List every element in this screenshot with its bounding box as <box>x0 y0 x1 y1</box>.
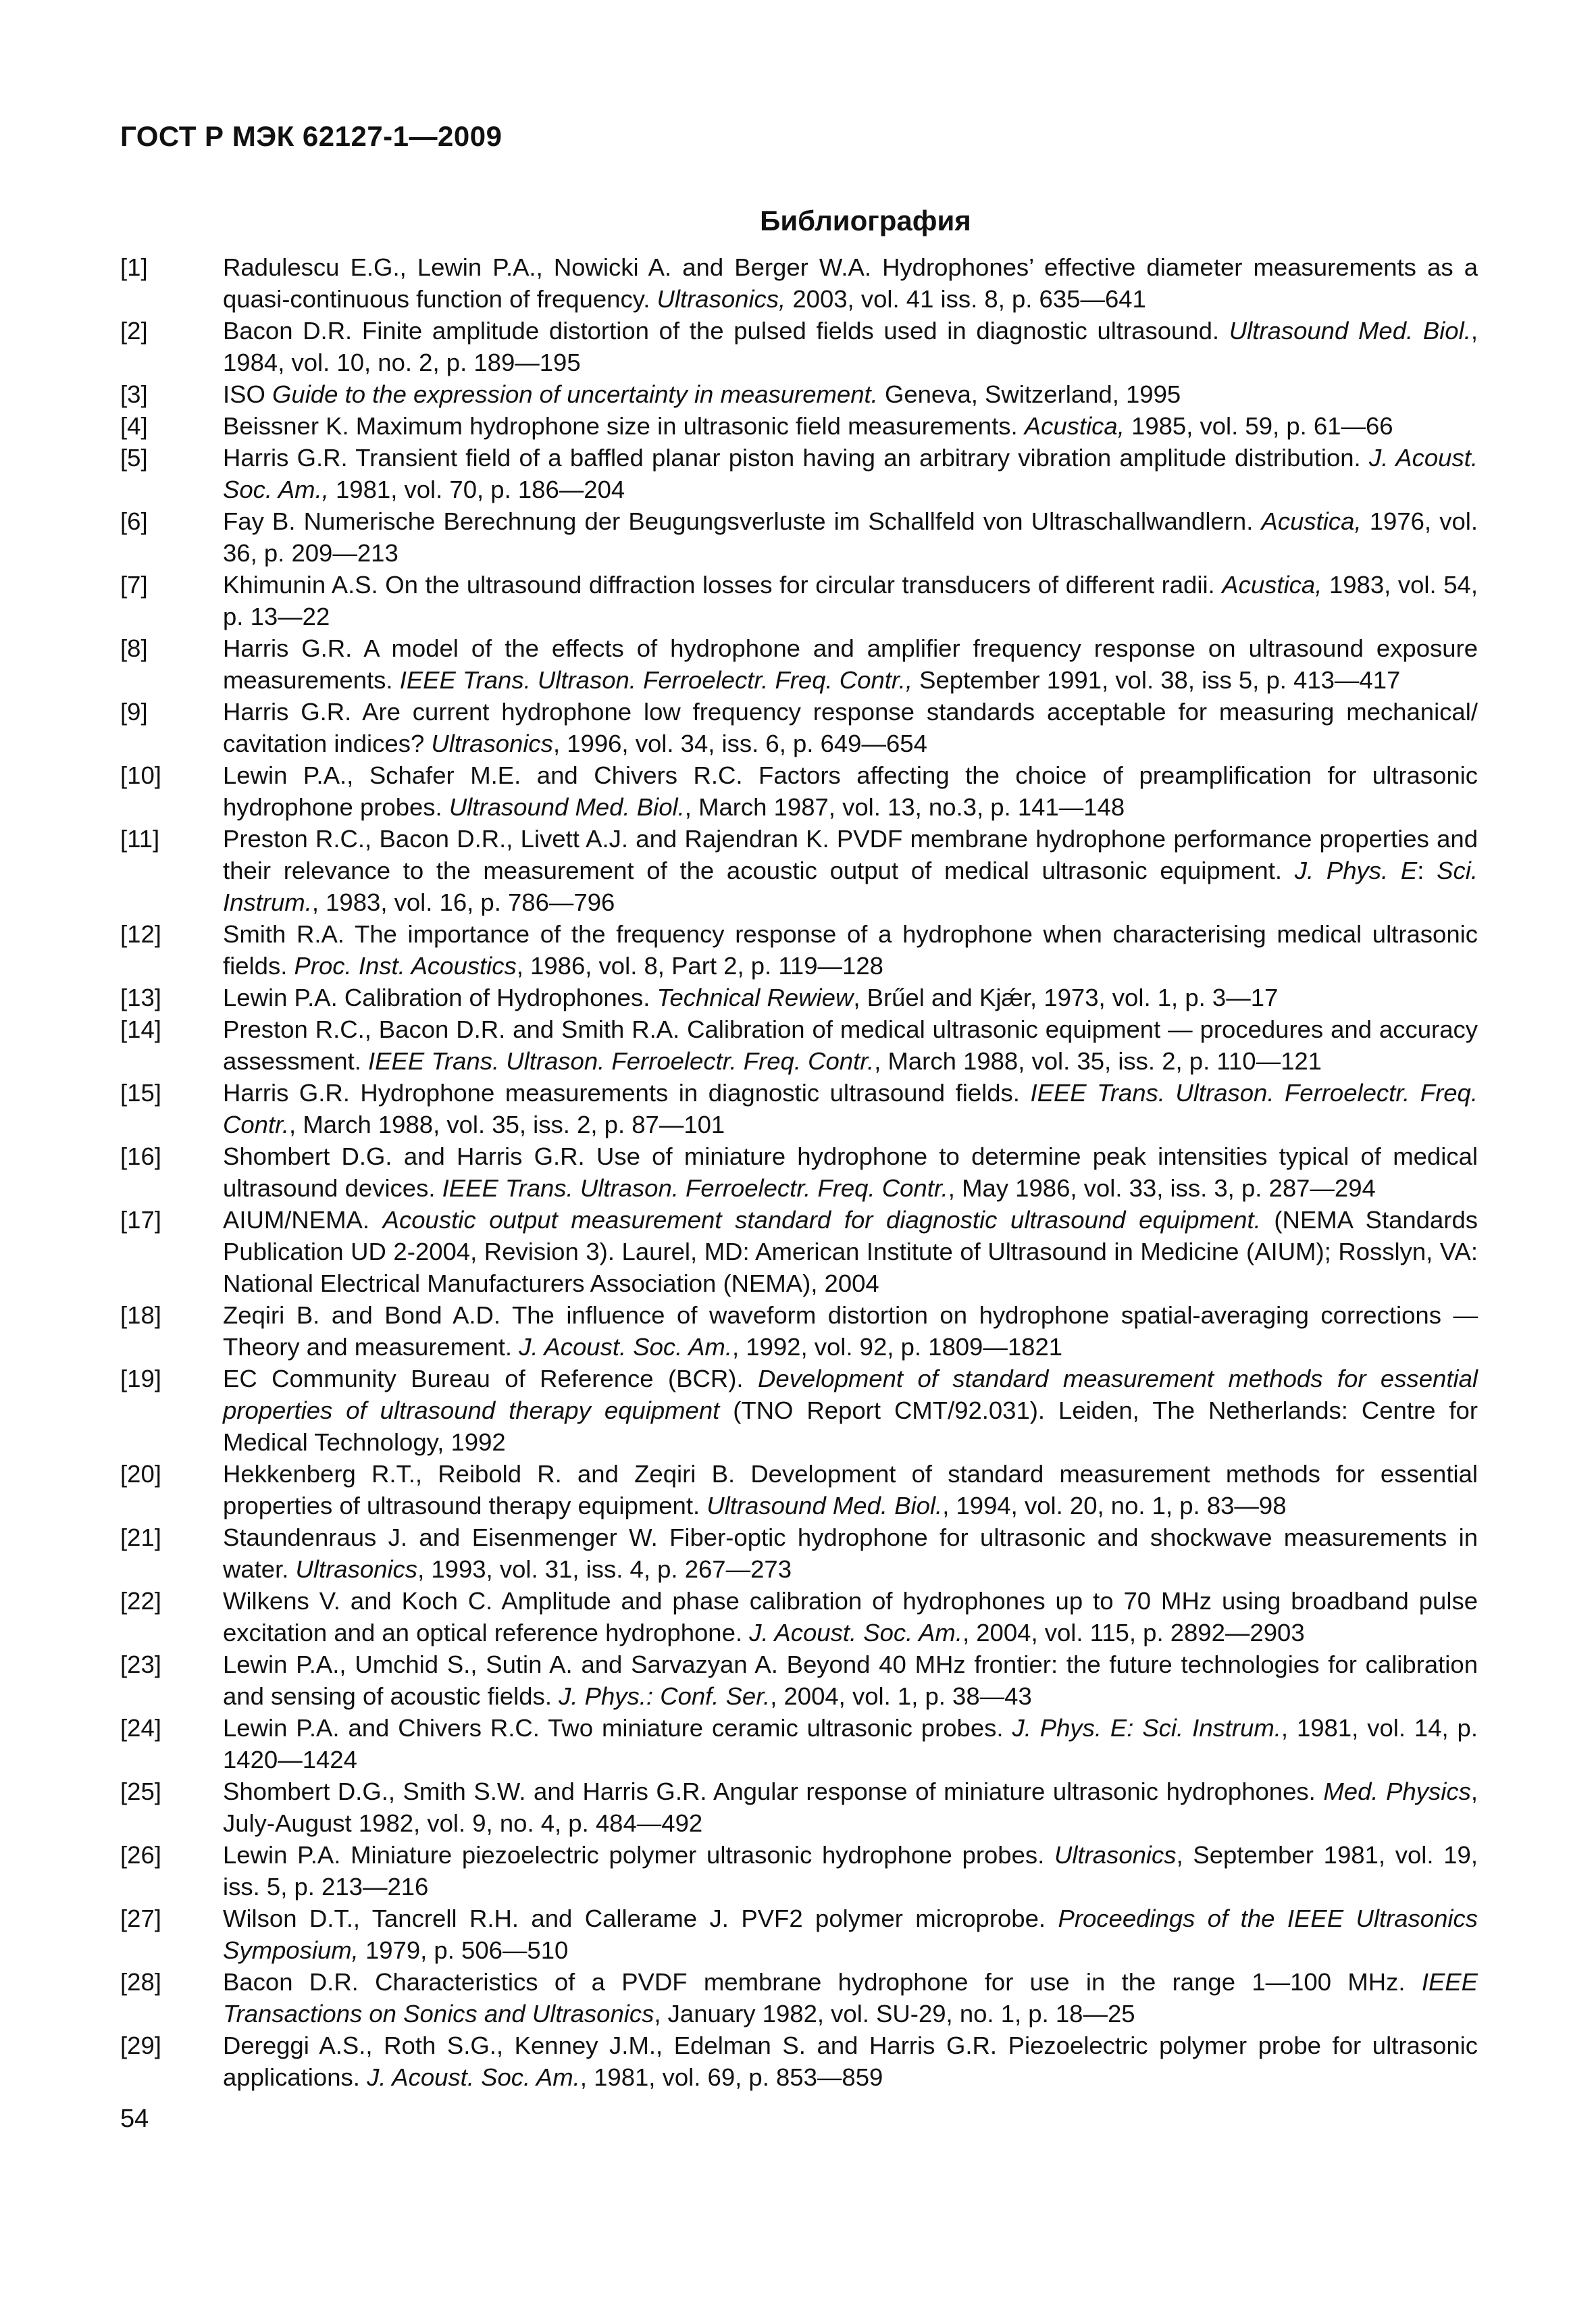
reference-number: [13] <box>120 984 161 1011</box>
reference-text-run: Wilson D.T., Tancrell R.H. and Callerame J. PVF2 polymer microprobe. <box>223 1905 1058 1932</box>
reference-item <box>120 378 1478 410</box>
reference-number: [23] <box>120 1651 161 1678</box>
reference-item <box>120 1363 1478 1458</box>
reference-number: [11] <box>120 825 160 853</box>
reference-text <box>223 1140 1478 1204</box>
reference-source-italic: Acustica, <box>1261 507 1362 535</box>
reference-text <box>223 1712 1478 1776</box>
reference-item <box>120 1839 1478 1903</box>
reference-item <box>120 918 1478 982</box>
reference-text <box>223 442 1478 505</box>
reference-text-run: , March 1987, vol. 13, no.3, p. 141—148 <box>684 793 1125 821</box>
reference-number: [5] <box>120 444 148 472</box>
reference-text-run: 2003, vol. 41 iss. 8, p. 635—641 <box>786 285 1146 313</box>
reference-text <box>223 378 1478 410</box>
reference-text-run: Lewin P.A. and Chivers R.C. Two miniature ceramic ultrasonic probes. <box>223 1714 1012 1742</box>
reference-text-run: Wilkens V. and Koch C. Amplitude and phase calibration of hydrophones up to 70 MHz using broadband pulse excitation and an optical reference hydrophone. <box>223 1587 1478 1646</box>
reference-source-italic: IEEE Trans. Ultrason. Ferroelectr. Freq. Contr., <box>399 666 912 694</box>
reference-text <box>223 1903 1478 1966</box>
reference-item <box>120 823 1478 918</box>
reference-number: [29] <box>120 2032 161 2059</box>
reference-text-run: Lewin P.A., Umchid S., Sutin A. and Sarvazyan A. Beyond 40 MHz frontier: the future technologies for calibration and sensing of acoustic fields. <box>223 1651 1478 1710</box>
reference-text-run: , 1994, vol. 20, no. 1, p. 83—98 <box>942 1492 1287 1519</box>
reference-text-run: Zeqiri B. and Bond A.D. The influence of waveform distortion on hydrophone spatial-averaging corrections — Theory and measurement. <box>223 1301 1478 1361</box>
reference-text-run: , 1981, vol. 69, p. 853—859 <box>580 2063 883 2091</box>
reference-text-run: , Brűel and Kjǽr, 1973, vol. 1, p. 3—17 <box>853 984 1279 1011</box>
reference-item <box>120 1140 1478 1204</box>
reference-text-run: AIUM/NEMA. <box>223 1206 383 1234</box>
reference-source-italic: Ultrasonics <box>1054 1841 1177 1869</box>
reference-text-run: EC Community Bureau of Reference (BCR). <box>223 1365 758 1392</box>
document-code-header: ГОСТ Р МЭК 62127-1—2009 <box>120 120 503 152</box>
reference-source-italic: Ultrasonics <box>431 730 553 757</box>
reference-text-run: 1981, vol. 70, p. 186—204 <box>328 476 625 503</box>
reference-text-run: Dereggi A.S., Roth S.G., Kenney J.M., Edelman S. and Harris G.R. Piezoelectric polymer probe for ultrasonic applications. <box>223 2032 1478 2091</box>
reference-number: [4] <box>120 412 148 440</box>
reference-text-run: Beissner K. Maximum hydrophone size in ultrasonic field measurements. <box>223 412 1025 440</box>
reference-item <box>120 1903 1478 1966</box>
reference-number: [25] <box>120 1778 161 1805</box>
reference-item <box>120 505 1478 569</box>
reference-source-italic: J. Phys. E <box>1294 857 1418 884</box>
reference-number: [10] <box>120 761 161 789</box>
reference-text <box>223 1077 1478 1140</box>
reference-text-run: , May 1986, vol. 33, iss. 3, p. 287—294 <box>948 1174 1376 1202</box>
reference-item <box>120 1521 1478 1585</box>
reference-text <box>223 1585 1478 1649</box>
reference-number: [19] <box>120 1365 161 1392</box>
reference-text-run: 1983, vol. 54, p. 13—22 <box>223 571 1478 630</box>
reference-text-run: Fay B. Numerische Berechnung der Beugungsverluste im Schallfeld von Ultraschallwandlern. <box>223 507 1262 535</box>
reference-item <box>120 442 1478 505</box>
reference-text-run: Bacon D.R. Finite amplitude distortion of the pulsed fields used in diagnostic ultrasound. <box>223 317 1229 345</box>
reference-text <box>223 1966 1478 2030</box>
reference-text-run: (NEMA Standards Publication UD 2-2004, Revision 3). Laurel, MD: American Institute of Ultrasound in Medicine (AIUM); Rosslyn, VA: National Electrical Manufacturers Association (NEMA), 2004 <box>223 1206 1478 1297</box>
reference-text <box>223 2030 1478 2093</box>
reference-number: [3] <box>120 380 148 408</box>
reference-text-run: ISO <box>223 380 273 408</box>
reference-text <box>223 918 1478 982</box>
reference-number: [12] <box>120 920 161 948</box>
reference-text-run: Bacon D.R. Characteristics of a PVDF membrane hydrophone for use in the range 1—100 MHz. <box>223 1968 1422 1996</box>
reference-number: [24] <box>120 1714 161 1742</box>
bibliography-title: Библиография <box>760 205 971 236</box>
reference-number: [26] <box>120 1841 161 1869</box>
reference-item <box>120 251 1478 315</box>
reference-text-run: , 2004, vol. 115, p. 2892—2903 <box>962 1619 1305 1646</box>
reference-number: [16] <box>120 1142 161 1170</box>
reference-source-italic: IEEE Trans. Ultrason. Ferroelectr. Freq. Contr. <box>368 1047 875 1075</box>
reference-item <box>120 759 1478 823</box>
reference-text-run: Hekkenberg R.T., Reibold R. and Zeqiri B. Development of standard measurement methods for essential properties of ultrasound therapy equipment. <box>223 1460 1478 1519</box>
reference-text-run: , March 1988, vol. 35, iss. 2, p. 110—121 <box>874 1047 1322 1075</box>
reference-source-italic: Med. Physics <box>1323 1778 1471 1805</box>
reference-text-run: Harris G.R. Are current hydrophone low frequency response standards acceptable for measuring mechanical/ cavitation indices? <box>223 698 1478 757</box>
reference-item <box>120 1966 1478 2030</box>
page-number: 54 <box>120 2105 149 2133</box>
reference-text-run: Harris G.R. Hydrophone measurements in diagnostic ultrasound fields. <box>223 1079 1031 1107</box>
bibliography-list <box>120 251 1478 2093</box>
reference-text <box>223 410 1478 442</box>
reference-text <box>223 759 1478 823</box>
reference-text-run: 1985, vol. 59, p. 61—66 <box>1124 412 1393 440</box>
reference-text <box>223 1204 1478 1299</box>
reference-item <box>120 696 1478 759</box>
reference-text-run: , 1996, vol. 34, iss. 6, p. 649—654 <box>552 730 927 757</box>
reference-source-italic: Technical Rewiew <box>657 984 854 1011</box>
reference-text-run: Radulescu E.G., Lewin P.A., Nowicki A. and Berger W.A. Hydrophones’ effective diameter measurements as a quasi-continuous function of frequency. <box>223 253 1478 313</box>
reference-number: [9] <box>120 698 148 726</box>
reference-text <box>223 1363 1478 1458</box>
reference-number: [2] <box>120 317 148 345</box>
reference-source-italic: Ultrasonics <box>295 1555 418 1583</box>
reference-source-italic: J. Acoust. Soc. Am. <box>367 2063 580 2091</box>
reference-text <box>223 632 1478 696</box>
reference-item <box>120 1649 1478 1712</box>
reference-text-run: Lewin P.A. Calibration of Hydrophones. <box>223 984 657 1011</box>
reference-text-run: , January 1982, vol. SU-29, no. 1, p. 18—25 <box>654 2000 1135 2028</box>
reference-text <box>223 251 1478 315</box>
reference-source-italic: Development of standard measurement methods for essential properties of ultrasound therapy equipment <box>223 1365 1478 1424</box>
reference-source-italic: J. Phys. E: Sci. Instrum. <box>1012 1714 1281 1742</box>
reference-text-run: Khimunin A.S. On the ultrasound diffraction losses for circular transducers of different radii. <box>223 571 1222 599</box>
reference-number: [22] <box>120 1587 161 1615</box>
reference-number: [15] <box>120 1079 161 1107</box>
reference-source-italic: Ultrasonics, <box>657 285 786 313</box>
reference-text-run: Harris G.R. A model of the effects of hydrophone and amplifier frequency response on ultrasound exposure measurements. <box>223 634 1478 694</box>
reference-text <box>223 1521 1478 1585</box>
reference-number: [28] <box>120 1968 161 1996</box>
reference-text <box>223 696 1478 759</box>
reference-source-italic: Ultrasound Med. Biol. <box>1229 317 1471 345</box>
reference-text-run: , 1981, vol. 14, p. 1420—1424 <box>223 1714 1478 1774</box>
reference-number: [27] <box>120 1905 161 1932</box>
reference-source-italic: J. Acoust. Soc. Am. <box>519 1333 732 1361</box>
reference-text-run: , 1986, vol. 8, Part 2, p. 119—128 <box>516 952 883 980</box>
reference-source-italic: Ultrasound Med. Biol. <box>706 1492 943 1519</box>
reference-number: [21] <box>120 1524 161 1551</box>
reference-source-italic: J. Phys.: Conf. Ser. <box>559 1682 771 1710</box>
reference-text-run: : <box>1417 857 1437 884</box>
reference-item <box>120 632 1478 696</box>
reference-item <box>120 1204 1478 1299</box>
reference-text-run: Preston R.C., Bacon D.R. and Smith R.A. Calibration of medical ultrasonic equipment — procedures and accuracy assessment. <box>223 1015 1478 1075</box>
reference-source-italic: Guide to the expression of uncertainty in measurement. <box>272 380 878 408</box>
reference-number: [17] <box>120 1206 161 1234</box>
reference-text-run: , 1993, vol. 31, iss. 4, p. 267—273 <box>417 1555 792 1583</box>
reference-text-run: , July-August 1982, vol. 9, no. 4, p. 484—492 <box>223 1778 1478 1837</box>
reference-text <box>223 1776 1478 1839</box>
reference-item <box>120 1458 1478 1521</box>
reference-text-run: Shombert D.G., Smith S.W. and Harris G.R. Angular response of miniature ultrasonic hydrophones. <box>223 1778 1324 1805</box>
reference-source-italic: J. Acoust. Soc. Am., <box>223 444 1478 503</box>
reference-text-run: (TNO Report CMT/92.031). Leiden, The Netherlands: Centre for Medical Technology, 1992 <box>223 1397 1478 1456</box>
reference-text-run: , March 1988, vol. 35, iss. 2, p. 87—101 <box>289 1111 725 1138</box>
reference-text-run: Smith R.A. The importance of the frequency response of a hydrophone when characterising medical ultrasonic fields. <box>223 920 1478 980</box>
reference-text <box>223 1013 1478 1077</box>
reference-text <box>223 505 1478 569</box>
reference-text-run: 1979, p. 506—510 <box>358 1936 569 1964</box>
reference-source-italic: IEEE Transactions on Sonics and Ultrasonics <box>223 1968 1478 2028</box>
reference-item <box>120 1585 1478 1649</box>
reference-text-run: , 1984, vol. 10, no. 2, p. 189—195 <box>223 317 1478 376</box>
reference-text-run: Lewin P.A. Miniature piezoelectric polymer ultrasonic hydrophone probes. <box>223 1841 1054 1869</box>
reference-text-run: Geneva, Switzerland, 1995 <box>877 380 1181 408</box>
reference-source-italic: Proceedings of the IEEE Ultrasonics Symposium, <box>223 1905 1478 1964</box>
reference-text-run: , 2004, vol. 1, p. 38—43 <box>770 1682 1032 1710</box>
reference-item <box>120 410 1478 442</box>
reference-text <box>223 823 1478 918</box>
reference-text-run: Preston R.C., Bacon D.R., Livett A.J. and Rajendran K. PVDF membrane hydrophone performance properties and their relevance to the measurement of the acoustic output of medical ultrasonic equipment. <box>223 825 1478 884</box>
reference-source-italic: IEEE Trans. Ultrason. Ferroelectr. Freq. Contr. <box>223 1079 1478 1138</box>
reference-text <box>223 569 1478 632</box>
reference-text-run: Shombert D.G. and Harris G.R. Use of miniature hydrophone to determine peak intensities typical of medical ultrasound devices. <box>223 1142 1478 1202</box>
reference-number: [14] <box>120 1015 161 1043</box>
reference-text-run: 1976, vol. 36, p. 209—213 <box>223 507 1478 567</box>
reference-item <box>120 1299 1478 1363</box>
reference-item <box>120 1013 1478 1077</box>
reference-number: [7] <box>120 571 148 599</box>
reference-source-italic: Sci. Instrum. <box>223 857 1478 916</box>
reference-item <box>120 569 1478 632</box>
reference-text-run: Lewin P.A., Schafer M.E. and Chivers R.C. Factors affecting the choice of preamplification for ultrasonic hydrophone probes. <box>223 761 1478 821</box>
reference-number: [18] <box>120 1301 161 1329</box>
reference-item <box>120 315 1478 378</box>
reference-item <box>120 2030 1478 2093</box>
reference-text-run: , 1983, vol. 16, p. 786—796 <box>311 888 615 916</box>
reference-text-run: Staundenraus J. and Eisenmenger W. Fiber-optic hydrophone for ultrasonic and shockwave measurements in water. <box>223 1524 1478 1583</box>
reference-item <box>120 1077 1478 1140</box>
reference-source-italic: J. Acoust. Soc. Am. <box>749 1619 962 1646</box>
reference-item <box>120 1776 1478 1839</box>
reference-text-run: , September 1981, vol. 19, iss. 5, p. 213—216 <box>223 1841 1478 1901</box>
reference-text <box>223 1839 1478 1903</box>
reference-text <box>223 982 1478 1013</box>
reference-number: [6] <box>120 507 148 535</box>
reference-number: [20] <box>120 1460 161 1488</box>
reference-source-italic: Ultrasound Med. Biol. <box>448 793 685 821</box>
reference-text-run: Harris G.R. Transient field of a baffled planar piston having an arbitrary vibration amplitude distribution. <box>223 444 1369 472</box>
reference-text <box>223 1649 1478 1712</box>
reference-source-italic: Acustica, <box>1222 571 1322 599</box>
reference-text-run: , 1992, vol. 92, p. 1809—1821 <box>731 1333 1063 1361</box>
reference-item <box>120 982 1478 1013</box>
reference-number: [1] <box>120 253 148 281</box>
reference-source-italic: Acustica, <box>1024 412 1125 440</box>
reference-text <box>223 1458 1478 1521</box>
reference-number: [8] <box>120 634 148 662</box>
reference-source-italic: Acoustic output measurement standard for diagnostic ultrasound equipment. <box>382 1206 1261 1234</box>
reference-text <box>223 1299 1478 1363</box>
reference-text <box>223 315 1478 378</box>
reference-item <box>120 1712 1478 1776</box>
reference-text-run: September 1991, vol. 38, iss 5, p. 413—417 <box>912 666 1401 694</box>
reference-source-italic: IEEE Trans. Ultrason. Ferroelectr. Freq. Contr. <box>442 1174 948 1202</box>
reference-source-italic: Proc. Inst. Acoustics <box>294 952 517 980</box>
